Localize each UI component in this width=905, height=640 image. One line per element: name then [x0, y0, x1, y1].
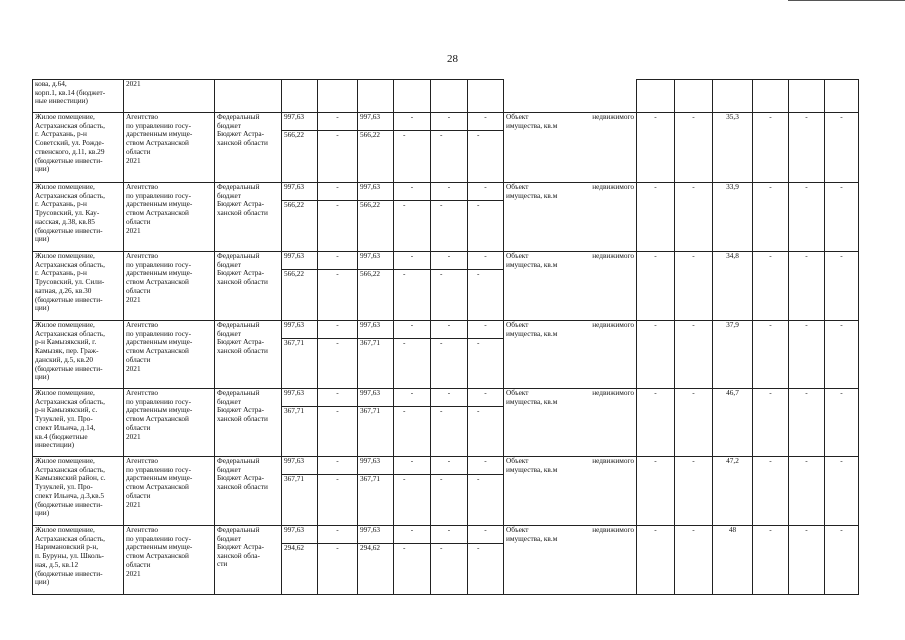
measure-cell: - — [753, 113, 789, 183]
amount-regional: - — [468, 406, 503, 457]
agency-cell: Агентство по управлению госу- дарственным имуще- ством Астраханской области 2021 — [124, 113, 215, 183]
object-name-cell: Жилое помещение, Астраханская область, р-н Камызякский, г. Камызяк, пер. Граж- данский, д.5, кв.20 (бюджетные инвести- ции) — [33, 321, 124, 389]
amount-regional: - — [431, 406, 467, 457]
amount-cell-c — [394, 321, 431, 389]
amount-cell-e — [468, 389, 504, 457]
measure-cell: - — [675, 526, 713, 595]
amount-federal: - — [336, 112, 339, 121]
amount-federal: - — [484, 388, 487, 397]
object-label-word: недвижимого — [592, 182, 634, 191]
amount-federal: 997,63 — [360, 112, 381, 121]
amount-cell-b — [358, 183, 394, 252]
amount-cell-d — [431, 457, 468, 526]
amount-regional: 566,22 — [358, 130, 393, 183]
amount-regional: 367,71 — [358, 474, 393, 526]
amount-federal: - — [484, 456, 487, 465]
measure-cell: - — [789, 457, 825, 526]
amount-federal: - — [447, 388, 451, 397]
source-cell — [215, 80, 282, 113]
amount-cell-e — [468, 113, 504, 183]
measure-cell: - — [789, 183, 825, 252]
agency-cell: 2021 — [124, 80, 215, 113]
amount-cell-d — [431, 252, 468, 321]
object-label-cell — [504, 252, 637, 321]
object-label-word: недвижимого — [592, 456, 634, 465]
amount-regional: - — [431, 130, 467, 183]
amount-cell-a — [318, 457, 358, 526]
amount-regional: - — [394, 338, 430, 389]
measure-cell: - — [753, 321, 789, 389]
amount-cell — [431, 80, 468, 113]
object-label-word: Объект — [506, 182, 529, 191]
amount-cell-e — [468, 526, 504, 595]
page-number: 28 — [447, 53, 458, 65]
area-value-cell: 35,3 — [713, 113, 753, 183]
amount-federal: - — [484, 112, 487, 121]
amount-federal: - — [447, 525, 451, 534]
amount-cell-a — [318, 113, 358, 183]
amount-cell-a — [318, 252, 358, 321]
amount-regional: 367,71 — [282, 338, 317, 389]
measure-cell — [637, 80, 675, 113]
amount-regional: - — [394, 130, 430, 183]
measure-cell: - — [789, 113, 825, 183]
amount-cell-total — [282, 183, 318, 252]
amount-regional: 566,22 — [282, 269, 317, 321]
amount-federal: - — [410, 251, 414, 260]
amount-cell-a — [318, 526, 358, 595]
source-regional: Бюджет Астра- ханской области — [217, 129, 268, 147]
agency-cell: Агентство по управлению госу- дарственным имуще- ством Астраханской области 2021 — [124, 389, 215, 457]
measure-cell: - — [675, 457, 713, 526]
source-federal: Федеральный бюджет — [217, 251, 260, 269]
amount-regional: - — [468, 338, 503, 389]
measure-cell: - — [753, 389, 789, 457]
amount-cell-e — [468, 183, 504, 252]
measure-cell — [789, 80, 825, 113]
amount-regional: 566,22 — [282, 130, 317, 183]
source-regional: Бюджет Астра- ханской области — [217, 199, 268, 217]
amount-cell-d — [431, 389, 468, 457]
amount-federal: 997,63 — [284, 525, 305, 534]
table-row — [33, 457, 859, 526]
amount-cell-b — [358, 389, 394, 457]
amount-cell — [394, 80, 431, 113]
amount-cell-c — [394, 113, 431, 183]
object-label-word: Объект — [506, 525, 529, 534]
object-label-word: недвижимого — [592, 320, 634, 329]
amount-regional: - — [431, 200, 467, 252]
object-label-word: недвижимого — [592, 525, 634, 534]
amount-cell-a — [318, 321, 358, 389]
amount-cell-total — [282, 526, 318, 595]
measure-cell: - — [825, 252, 859, 321]
amount-cell-c — [394, 526, 431, 595]
amount-federal: - — [410, 182, 414, 191]
measure-cell: - — [753, 183, 789, 252]
object-label-cell — [504, 80, 637, 113]
object-name-cell: Жилое помещение, Астраханская область, Камызякский район, с. Тузуклей, ул. Про- спект Ильича, д.3,кв.5 (бюджетные инвести- ции) — [33, 457, 124, 526]
agency-cell: Агентство по управлению госу- дарственным имуще- ством Астраханской области 2021 — [124, 526, 215, 595]
source-cell — [215, 113, 282, 183]
amount-regional: 294,62 — [282, 543, 317, 595]
amount-cell-c — [394, 457, 431, 526]
amount-cell-c — [394, 252, 431, 321]
amount-federal: - — [410, 320, 414, 329]
amount-federal: 997,63 — [360, 251, 381, 260]
object-label-unit: имущества, кв.м — [506, 259, 558, 269]
measure-cell — [675, 80, 713, 113]
amount-federal: - — [336, 525, 339, 534]
amount-federal: 997,63 — [360, 388, 381, 397]
object-label-word: Объект — [506, 320, 529, 329]
source-federal: Федеральный бюджет — [217, 320, 260, 338]
amount-regional: - — [468, 474, 503, 526]
measure-cell: - — [753, 457, 789, 526]
amount-regional: - — [468, 130, 503, 183]
amount-federal: - — [410, 525, 414, 534]
source-federal: Федеральный бюджет — [217, 182, 260, 200]
amount-cell-total — [282, 252, 318, 321]
amount-cell-e — [468, 321, 504, 389]
agency-cell: Агентство по управлению госу- дарственным имуще- ством Астраханской области 2021 — [124, 457, 215, 526]
amount-cell-d — [431, 183, 468, 252]
amount-regional: - — [468, 543, 503, 595]
amount-cell — [318, 80, 358, 113]
measure-cell: - — [637, 389, 675, 457]
source-cell — [215, 457, 282, 526]
object-label-word: недвижимого — [592, 388, 634, 397]
source-cell — [215, 183, 282, 252]
amount-regional: - — [318, 406, 357, 457]
table-row — [33, 389, 859, 457]
agency-cell: Агентство по управлению госу- дарственным имуще- ством Астраханской области 2021 — [124, 321, 215, 389]
amount-regional: 566,22 — [358, 200, 393, 252]
table-row — [33, 321, 859, 389]
measure-cell: - — [675, 389, 713, 457]
amount-regional: - — [318, 338, 357, 389]
amount-regional: 367,71 — [358, 406, 393, 457]
measure-cell — [753, 80, 789, 113]
object-name-cell: Жилое помещение, Астраханская область, Наримановский р-н, п. Буруны, ул. Школь- ная, д.5, кв.12 (бюджетные инвести- ции) — [33, 526, 124, 595]
amount-cell-c — [394, 389, 431, 457]
amount-federal: - — [447, 251, 451, 260]
object-label-unit: имущества, кв.м — [506, 190, 558, 200]
measure-cell: - — [637, 183, 675, 252]
measure-cell: - — [789, 526, 825, 595]
amount-federal: - — [484, 182, 487, 191]
measure-cell: - — [637, 526, 675, 595]
source-federal: Федеральный бюджет — [217, 525, 260, 543]
measure-cell: - — [753, 252, 789, 321]
object-label-word: недвижимого — [592, 112, 634, 121]
amount-federal: 997,63 — [360, 182, 381, 191]
source-cell — [215, 389, 282, 457]
amount-regional: 566,22 — [358, 269, 393, 321]
measure-cell — [713, 80, 753, 113]
amount-cell-b — [358, 321, 394, 389]
source-federal: Федеральный бюджет — [217, 112, 260, 130]
source-regional: Бюджет Астра- ханской области — [217, 405, 268, 423]
top-rule — [788, 0, 905, 1]
amount-regional: - — [394, 543, 430, 595]
amount-federal: - — [410, 456, 414, 465]
measure-cell: - — [789, 321, 825, 389]
object-label-word: недвижимого — [592, 251, 634, 260]
amount-federal: 997,63 — [284, 112, 305, 121]
area-value-cell: 34,8 — [713, 252, 753, 321]
object-label-cell — [504, 389, 637, 457]
amount-cell — [282, 80, 318, 113]
area-value-cell: 47,2 — [713, 457, 753, 526]
object-label-word: Объект — [506, 388, 529, 397]
measure-cell: - — [789, 252, 825, 321]
object-label-word: Объект — [506, 251, 529, 260]
amount-cell-d — [431, 321, 468, 389]
amount-regional: 294,62 — [358, 543, 393, 595]
amount-regional: - — [318, 200, 357, 252]
amount-regional: - — [431, 474, 467, 526]
measure-cell: - — [825, 389, 859, 457]
amount-cell-d — [431, 526, 468, 595]
amount-cell-b — [358, 457, 394, 526]
measure-cell: - — [675, 321, 713, 389]
amount-regional: - — [431, 269, 467, 321]
amount-regional: - — [394, 474, 430, 526]
measure-cell: - — [825, 526, 859, 595]
measure-cell: - — [675, 183, 713, 252]
measure-cell: - — [637, 252, 675, 321]
budget-table — [32, 79, 859, 595]
amount-federal: 997,63 — [284, 182, 305, 191]
amount-cell-d — [431, 113, 468, 183]
amount-cell-a — [318, 389, 358, 457]
amount-federal: - — [336, 251, 339, 260]
object-label-unit: имущества, кв.м — [506, 328, 558, 338]
amount-cell-b — [358, 113, 394, 183]
amount-regional: - — [394, 200, 430, 252]
agency-cell: Агентство по управлению госу- дарственным имуще- ством Астраханской области 2021 — [124, 252, 215, 321]
source-regional: Бюджет Астра- ханской области — [217, 268, 268, 286]
amount-federal: - — [484, 251, 487, 260]
amount-federal: - — [410, 388, 414, 397]
amount-regional: - — [431, 543, 467, 595]
measure-cell: - — [675, 252, 713, 321]
amount-regional: 566,22 — [282, 200, 317, 252]
object-label-unit: имущества, кв.м — [506, 464, 558, 474]
object-label-unit: имущества, кв.м — [506, 396, 558, 406]
object-name-cell: Жилое помещение, Астраханская область, г. Астрахань, р-н Трусовский, ул. Кау- насская, д.38, кв.85 (бюджетные инвести- ции) — [33, 183, 124, 252]
measure-cell: - — [825, 321, 859, 389]
amount-regional: - — [431, 338, 467, 389]
amount-federal: - — [336, 388, 339, 397]
object-label-word: Объект — [506, 456, 529, 465]
source-cell — [215, 321, 282, 389]
area-value-cell: 48 — [713, 526, 753, 595]
object-label-cell — [504, 113, 637, 183]
amount-federal: 997,63 — [284, 388, 305, 397]
measure-cell: - — [789, 389, 825, 457]
amount-federal: 997,63 — [284, 456, 305, 465]
amount-federal: 997,63 — [360, 320, 381, 329]
amount-federal: - — [484, 320, 487, 329]
object-name-cell: Жилое помещение, Астраханская область, р-н Камызякский, с. Тузуклей, ул. Про- спект Ильича, д.14, кв.4 (бюджетные инвестиции) — [33, 389, 124, 457]
amount-cell-b — [358, 526, 394, 595]
amount-cell-e — [468, 457, 504, 526]
source-federal: Федеральный бюджет — [217, 388, 260, 406]
amount-regional: - — [394, 406, 430, 457]
measure-cell: - — [753, 526, 789, 595]
amount-federal: - — [484, 525, 487, 534]
measure-cell — [825, 80, 859, 113]
source-regional: Бюджет Астра- ханской области — [217, 337, 268, 355]
object-label-cell — [504, 183, 637, 252]
amount-federal: - — [447, 182, 451, 191]
object-label-cell — [504, 457, 637, 526]
source-regional: Бюджет Астра- ханской обла- сти — [217, 542, 265, 569]
amount-cell-total — [282, 113, 318, 183]
amount-regional: - — [468, 200, 503, 252]
measure-cell: - — [675, 113, 713, 183]
amount-federal: 997,63 — [284, 320, 305, 329]
table-row — [33, 252, 859, 321]
amount-cell-total — [282, 321, 318, 389]
agency-cell: Агентство по управлению госу- дарственным имуще- ством Астраханской области 2021 — [124, 183, 215, 252]
table-row — [33, 526, 859, 595]
area-value-cell: 37,9 — [713, 321, 753, 389]
object-label-unit: имущества, кв.м — [506, 120, 558, 130]
amount-regional: - — [468, 269, 503, 321]
amount-cell-total — [282, 457, 318, 526]
amount-regional: - — [318, 130, 357, 183]
measure-cell: - — [637, 113, 675, 183]
amount-federal: 997,63 — [360, 525, 381, 534]
measure-cell: - — [637, 321, 675, 389]
measure-cell: - — [825, 183, 859, 252]
table-row — [33, 183, 859, 252]
amount-federal: - — [447, 456, 451, 465]
amount-regional: - — [318, 543, 357, 595]
amount-regional: 367,71 — [282, 406, 317, 457]
amount-regional: - — [318, 269, 357, 321]
amount-regional: 367,71 — [358, 338, 393, 389]
object-name-cell: кова, д.64, корп.1, кв.14 (бюджет- ные инвестиции) — [33, 80, 124, 113]
amount-cell — [358, 80, 394, 113]
measure-cell: - — [825, 457, 859, 526]
amount-federal: - — [336, 456, 339, 465]
object-name-cell: Жилое помещение, Астраханская область, г. Астрахань, р-н Советский, ул. Рожде- ственского, д.11, кв.29 (бюджетные инвести- ции) — [33, 113, 124, 183]
amount-regional: - — [318, 474, 357, 526]
measure-cell: - — [825, 113, 859, 183]
amount-cell-total — [282, 389, 318, 457]
amount-federal: 997,63 — [360, 456, 381, 465]
amount-cell-b — [358, 252, 394, 321]
object-label-cell — [504, 526, 637, 595]
area-value-cell: 46,7 — [713, 389, 753, 457]
source-cell — [215, 252, 282, 321]
amount-federal: - — [447, 112, 451, 121]
amount-federal: 997,63 — [284, 251, 305, 260]
table-row — [33, 113, 859, 183]
amount-federal: - — [336, 182, 339, 191]
object-label-word: Объект — [506, 112, 529, 121]
amount-federal: - — [410, 112, 414, 121]
amount-cell-c — [394, 183, 431, 252]
amount-federal: - — [447, 320, 451, 329]
measure-cell: - — [637, 457, 675, 526]
source-cell — [215, 526, 282, 595]
object-name-cell: Жилое помещение, Астраханская область, г. Астрахань, р-н Трусовский, ул. Сили- катная, д.26, кв.30 (бюджетные инвести- ции) — [33, 252, 124, 321]
amount-cell — [468, 80, 504, 113]
amount-regional: - — [394, 269, 430, 321]
object-label-cell — [504, 321, 637, 389]
table-row-continuation — [33, 80, 859, 113]
amount-cell-e — [468, 252, 504, 321]
amount-cell-a — [318, 183, 358, 252]
object-label-unit: имущества, кв.м — [506, 533, 558, 543]
source-regional: Бюджет Астра- ханской области — [217, 473, 268, 491]
amount-federal: - — [336, 320, 339, 329]
source-federal: Федеральный бюджет — [217, 456, 260, 474]
area-value-cell: 33,9 — [713, 183, 753, 252]
amount-regional: 367,71 — [282, 474, 317, 526]
table-body — [33, 80, 859, 595]
